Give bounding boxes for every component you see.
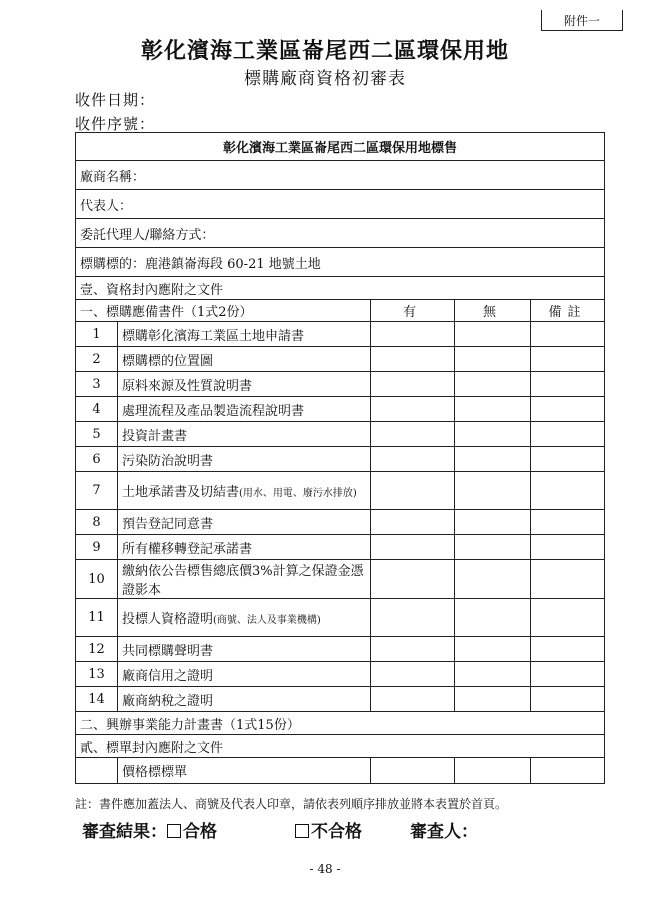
cell-remarks[interactable] [531, 472, 605, 510]
cell-has[interactable] [371, 422, 455, 447]
table-row [76, 397, 605, 422]
cell-has[interactable] [371, 560, 455, 599]
columns-row [76, 300, 605, 322]
section-row [76, 735, 605, 758]
reviewer-label: 審查人： [410, 822, 478, 842]
table-row [76, 560, 605, 599]
item-number: 5 [76, 422, 118, 447]
section-row [76, 712, 605, 735]
cell-none[interactable] [455, 372, 531, 397]
cell-has[interactable] [371, 637, 455, 662]
table-title: 彰化濱海工業區崙尾西二區環保用地標售 [76, 133, 605, 161]
item-text-cell [118, 687, 371, 712]
item-note: (用水、用電、廢污水排放) [239, 488, 357, 499]
cell-remarks[interactable] [531, 560, 605, 599]
item-text: 污染防治說明書 [122, 453, 214, 469]
table-row [76, 535, 605, 560]
item-text-cell [118, 510, 371, 535]
item-number: 13 [76, 662, 118, 687]
cell-none[interactable] [455, 322, 531, 347]
receipt-date-label: 收件日期： [75, 91, 156, 109]
cell-none[interactable] [455, 599, 531, 637]
target-land-field: 標購標的：鹿港鎮崙海段 60-21 地號土地 [76, 248, 605, 277]
item-number: 2 [76, 347, 118, 372]
cell-remarks[interactable] [531, 322, 605, 347]
cell-none[interactable] [455, 397, 531, 422]
price-bid-form: 價格標標單 [118, 758, 371, 784]
field-row [76, 248, 605, 277]
cell-none[interactable] [455, 637, 531, 662]
cell-none[interactable] [455, 447, 531, 472]
qualification-table [75, 132, 605, 784]
cell-none[interactable] [455, 422, 531, 447]
cell-has[interactable] [371, 687, 455, 712]
cell-has[interactable] [371, 662, 455, 687]
table-row [76, 637, 605, 662]
annex-label: 附件一 [541, 10, 623, 31]
table-row [76, 472, 605, 510]
item-number: 8 [76, 510, 118, 535]
item-text-cell [118, 472, 371, 510]
page-subtitle: 標購廠商資格初審表 [244, 69, 406, 89]
cell-has[interactable] [371, 510, 455, 535]
item-text-cell [118, 347, 371, 372]
cell-none[interactable] [455, 347, 531, 372]
cell-remarks[interactable] [531, 662, 605, 687]
item-text: 廠商納稅之證明 [122, 693, 214, 709]
cell-remarks[interactable] [531, 347, 605, 372]
item-number: 7 [76, 472, 118, 510]
checkbox-icon[interactable] [295, 824, 309, 838]
item-text: 原料來源及性質說明書 [122, 378, 253, 394]
representative-field: 代表人： [76, 190, 605, 219]
item-text-cell [118, 662, 371, 687]
receipt-serial-label: 收件序號： [75, 115, 156, 133]
subsection-2-heading: 二、興辦事業能力計畫書（1式15份） [76, 712, 605, 735]
item-text: 處理流程及產品製造流程說明書 [122, 403, 305, 419]
item-text-cell [118, 599, 371, 637]
cell-remarks[interactable] [531, 637, 605, 662]
table-row [76, 322, 605, 347]
column-has: 有 [371, 300, 455, 322]
field-row [76, 161, 605, 190]
item-number: 3 [76, 372, 118, 397]
cell-none[interactable] [455, 510, 531, 535]
item-text-cell [118, 397, 371, 422]
cell-has[interactable] [371, 472, 455, 510]
item-text: 標購彰化濱海工業區土地申請書 [122, 328, 305, 344]
column-none: 無 [455, 300, 531, 322]
cell-remarks[interactable] [531, 422, 605, 447]
item-text: 共同標購聲明書 [122, 643, 214, 659]
review-result [82, 817, 217, 842]
item-text: 土地承諾書及切結書 [122, 485, 240, 500]
table-row [76, 347, 605, 372]
item-text: 投標人資格證明 [122, 612, 214, 627]
cell-none[interactable] [455, 560, 531, 599]
footnote: 註：書件應加蓋法人、商號及代表人印章，請依表列順序排放並將本表置於首頁。 [75, 797, 508, 811]
item-text: 所有權移轉登記承諾書 [122, 541, 253, 557]
item-number: 4 [76, 397, 118, 422]
cell-has[interactable] [371, 347, 455, 372]
table-row [76, 422, 605, 447]
section-row [76, 277, 605, 300]
fail-label: 不合格 [311, 822, 362, 842]
item-text-cell [118, 422, 371, 447]
cell-remarks[interactable] [531, 510, 605, 535]
pass-label: 合格 [183, 822, 217, 842]
cell-has[interactable] [371, 599, 455, 637]
cell-remarks[interactable] [531, 372, 605, 397]
item-number: 6 [76, 447, 118, 472]
item-text-cell [118, 372, 371, 397]
cell-has[interactable] [371, 397, 455, 422]
table-row [76, 372, 605, 397]
item-number: 14 [76, 687, 118, 712]
cell-has[interactable] [371, 447, 455, 472]
table-title-row [76, 133, 605, 161]
cell-none[interactable] [455, 535, 531, 560]
review-result-label: 審查結果： [82, 822, 167, 842]
table-row [76, 758, 605, 784]
item-text: 繳納依公告標售總底價3%計算之保證金憑證影本 [122, 564, 364, 598]
checkbox-icon[interactable] [167, 824, 181, 838]
cell-remarks[interactable] [531, 397, 605, 422]
table-row [76, 510, 605, 535]
cell-none[interactable] [455, 662, 531, 687]
item-note: (商號、法人及事業機構) [213, 615, 321, 626]
field-row [76, 219, 605, 248]
cell-remarks[interactable] [531, 535, 605, 560]
item-number: 9 [76, 535, 118, 560]
fail-option [295, 817, 362, 842]
item-number: 12 [76, 637, 118, 662]
table-row [76, 687, 605, 712]
table-row [76, 662, 605, 687]
cell-has[interactable] [371, 322, 455, 347]
field-row [76, 190, 605, 219]
page-number: - 48 - [309, 862, 341, 876]
item-text-cell [118, 637, 371, 662]
cell-has[interactable] [371, 535, 455, 560]
table-row [76, 599, 605, 637]
item-number: 1 [76, 322, 118, 347]
item-text-cell [118, 322, 371, 347]
item-text-cell [118, 560, 371, 599]
item-text-cell [118, 535, 371, 560]
item-text-cell [118, 447, 371, 472]
cell-remarks[interactable] [531, 599, 605, 637]
column-remarks: 備註 [531, 300, 605, 322]
section-2-heading: 貳、標單封內應附之文件 [76, 735, 605, 758]
page-title: 彰化濱海工業區崙尾西二區環保用地 [140, 38, 509, 64]
cell-remarks[interactable] [531, 447, 605, 472]
agent-contact-field: 委託代理人/聯絡方式： [76, 219, 605, 248]
subsection-1-heading: 一、標購應備書件（1式2份） [76, 300, 371, 322]
cell-has[interactable] [371, 372, 455, 397]
item-text: 廠商信用之證明 [122, 668, 214, 684]
item-text: 標購標的位置圖 [122, 353, 214, 369]
item-text: 投資計畫書 [122, 428, 188, 444]
cell-remarks[interactable] [531, 687, 605, 712]
item-text: 預告登記同意書 [122, 516, 214, 532]
cell-none[interactable] [455, 687, 531, 712]
item-number: 10 [76, 560, 118, 599]
table-row [76, 447, 605, 472]
section-1-heading: 壹、資格封內應附之文件 [76, 277, 605, 300]
cell-none[interactable] [455, 472, 531, 510]
vendor-name-field: 廠商名稱： [76, 161, 605, 190]
item-number: 11 [76, 599, 118, 637]
